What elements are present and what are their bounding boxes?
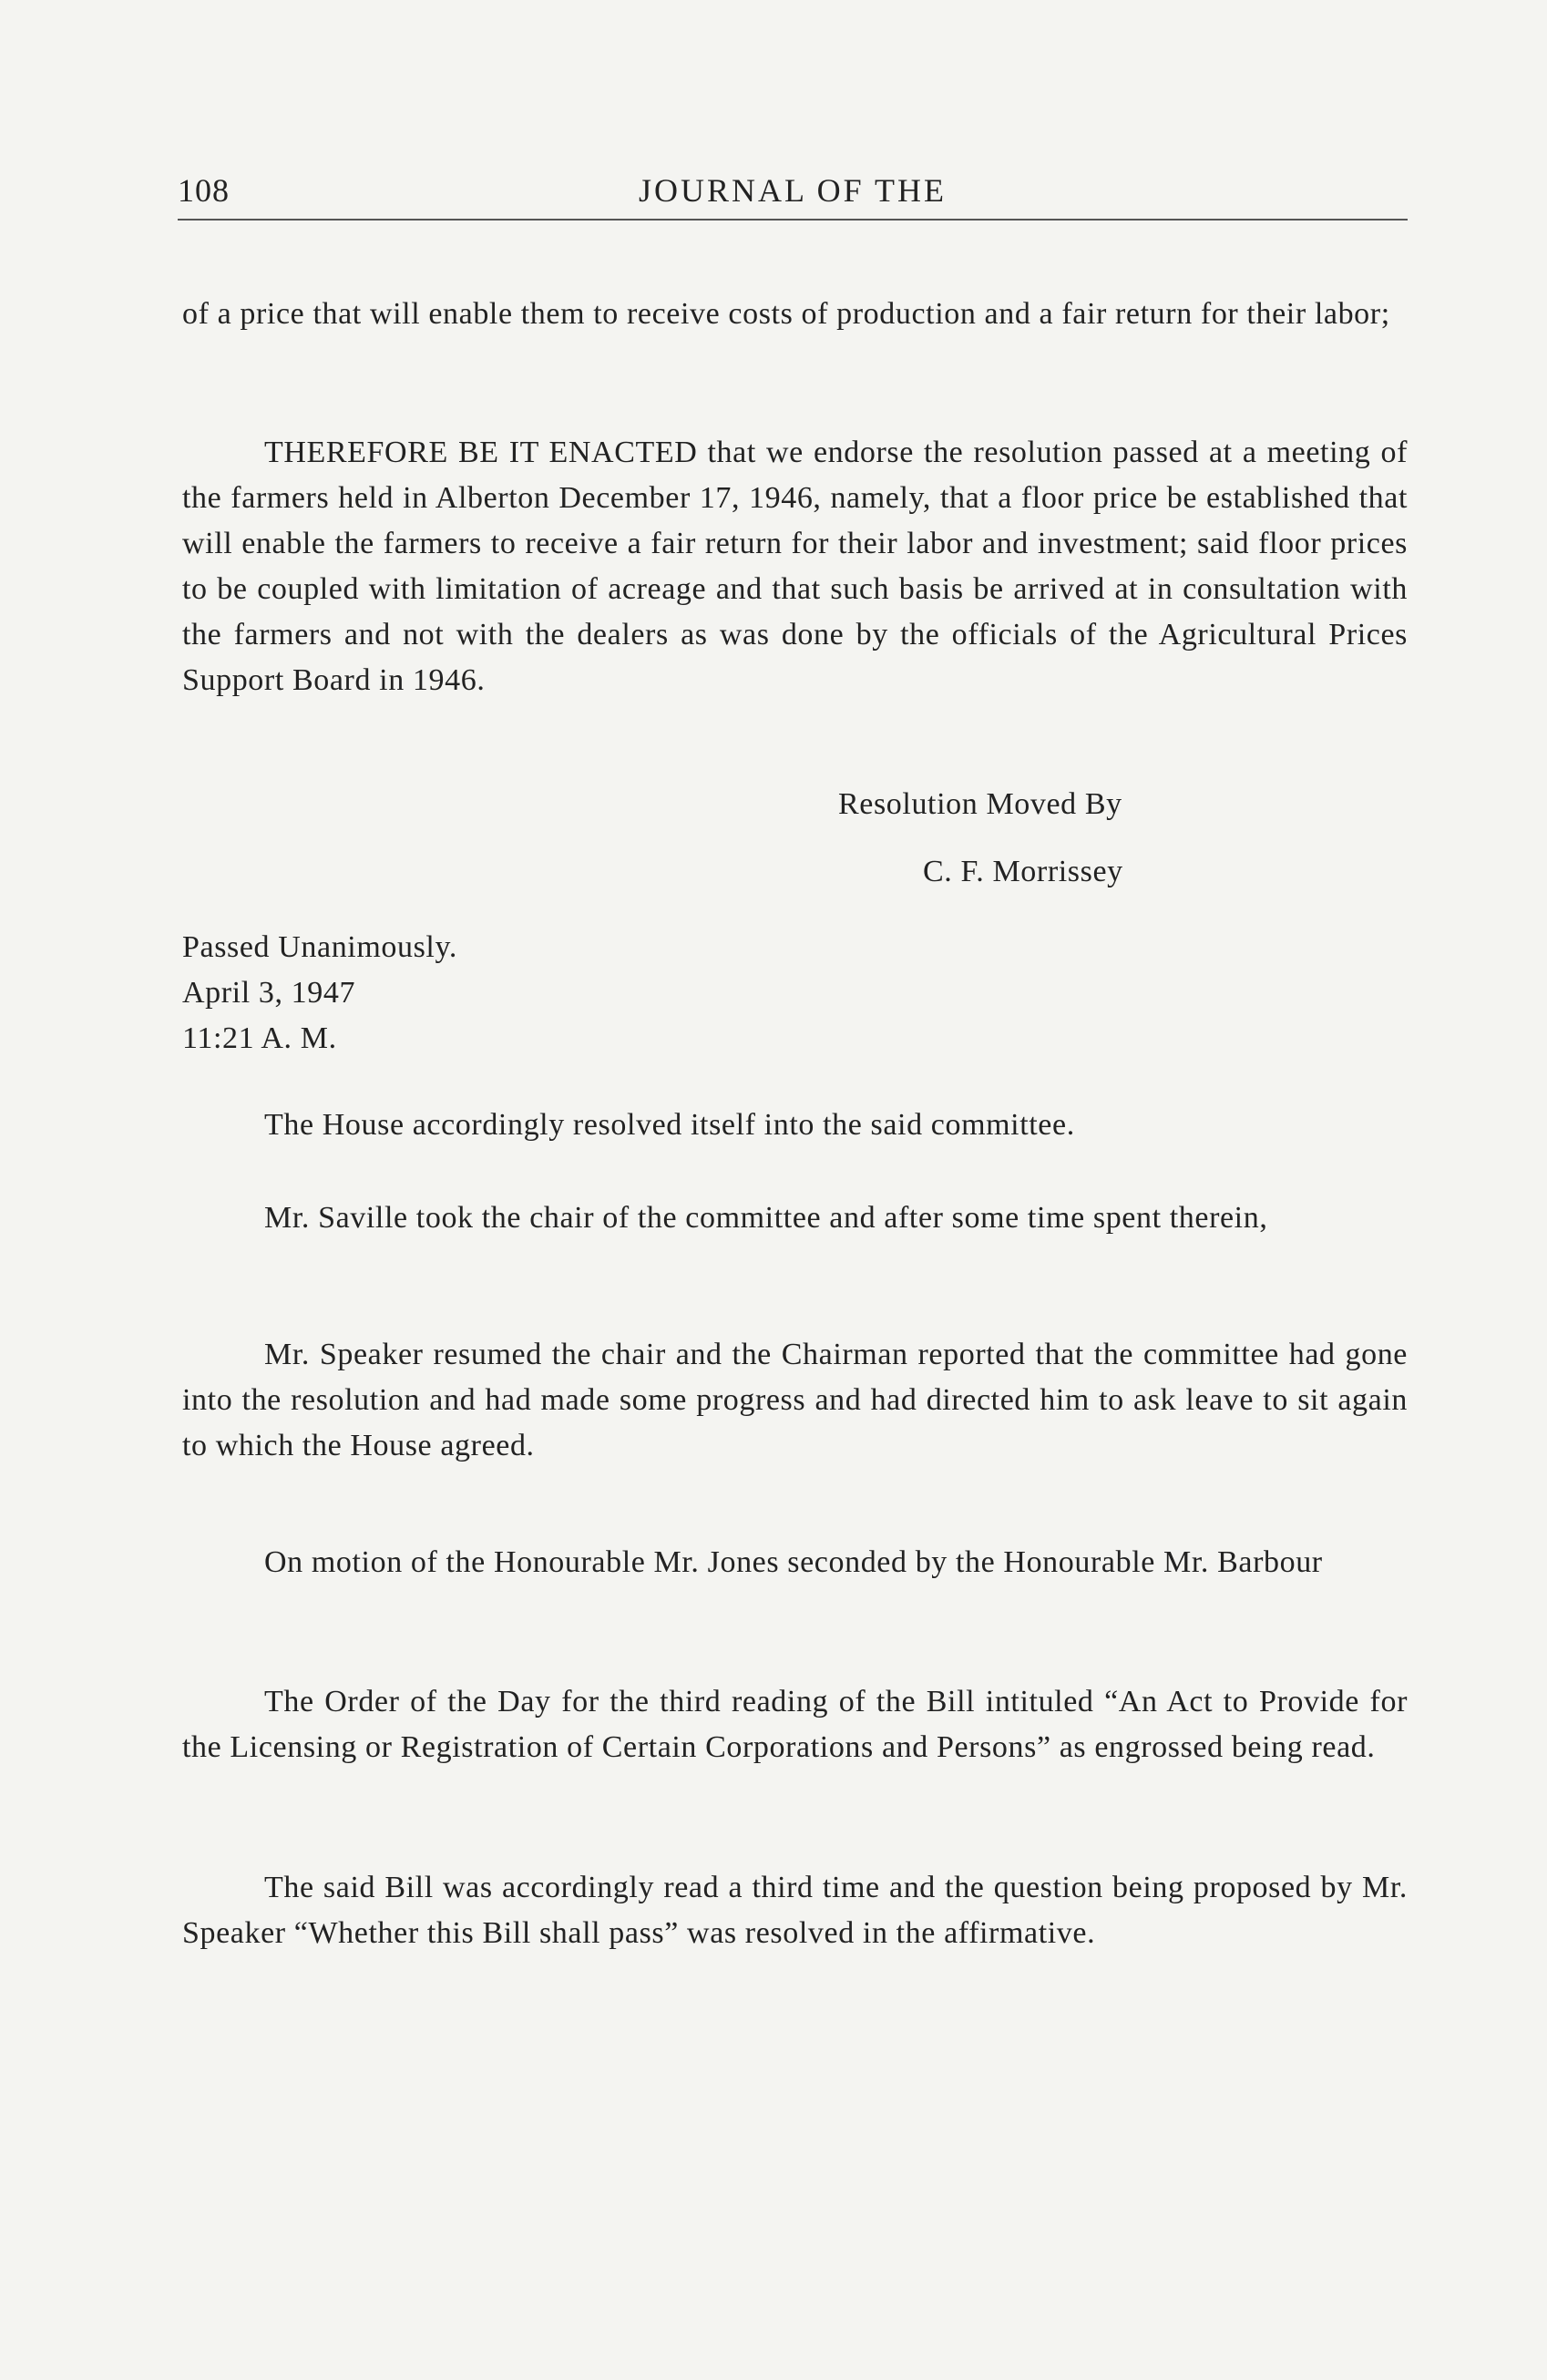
paragraph-text: Mr. Saville took the chair of the committee and after some time spent therein, bbox=[264, 1201, 1268, 1235]
passed-block bbox=[182, 925, 457, 1062]
paragraph-motion bbox=[182, 1540, 1408, 1585]
paragraph-speaker-resumed bbox=[182, 1332, 1408, 1469]
paragraph-text: The Order of the Day for the third reading of the Bill intituled “An Act to Provide for the Licensing or Registration of Certain Corporations and Persons” as engrossed being read. bbox=[182, 1685, 1408, 1764]
paragraph-text: On motion of the Honourable Mr. Jones seconded by the Honourable Mr. Barbour bbox=[264, 1545, 1323, 1579]
paragraph-saville-chair bbox=[182, 1195, 1408, 1241]
paragraph-text: THEREFORE BE IT ENACTED that we endorse the resolution passed at a meeting of the farmers held in Alberton December 17, 1946, namely, that a floor price be established that will enable the farmers to receive a fair return for their labor and investment; said floor prices to be coupled with limitation of acreage and that such basis be arrived at in consultation with the farmers and not with the dealers as was done by the officials of the Agricultural Prices Support Board in 1946. bbox=[182, 436, 1408, 697]
mover-name: C. F. Morrissey bbox=[923, 855, 1123, 888]
page-number: 108 bbox=[178, 172, 230, 209]
passed-date: April 3, 1947 bbox=[182, 976, 356, 1010]
paragraph-text: The House accordingly resolved itself into the said committee. bbox=[264, 1108, 1075, 1142]
paragraph-house-resolved bbox=[182, 1103, 1408, 1148]
paragraph-enactment bbox=[182, 430, 1408, 703]
paragraph-third-reading bbox=[182, 1865, 1408, 1956]
resolution-moved-by: Resolution Moved By bbox=[838, 787, 1122, 821]
running-head: JOURNAL OF THE bbox=[638, 172, 947, 209]
page-header bbox=[178, 171, 1408, 221]
paragraph-text: of a price that will enable them to receive costs of production and a fair return for their labor; bbox=[182, 297, 1390, 331]
paragraph-text: Mr. Speaker resumed the chair and the Chairman reported that the committee had gone into the resolution and had made some progress and had directed him to ask leave to sit again to which the House agreed. bbox=[182, 1338, 1408, 1462]
passed-status: Passed Unanimously. bbox=[182, 930, 457, 964]
passed-time: 11:21 A. M. bbox=[182, 1021, 337, 1055]
paragraph-price-continuation bbox=[182, 292, 1408, 337]
paragraph-order-of-day bbox=[182, 1679, 1408, 1770]
paragraph-text: The said Bill was accordingly read a third time and the question being proposed by Mr. Speaker “Whether this Bill shall pass” was resolved in the affirmative. bbox=[182, 1871, 1408, 1950]
